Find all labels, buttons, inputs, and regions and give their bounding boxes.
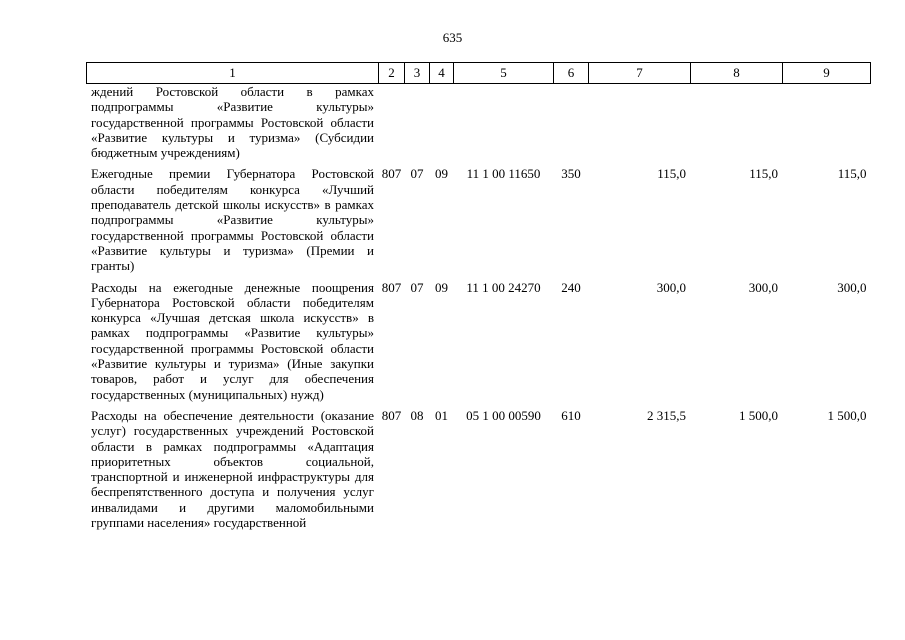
page-number: 635 xyxy=(442,30,463,45)
cell-amount-1 xyxy=(589,84,691,167)
cell-subsection: 01 xyxy=(435,407,448,423)
table-row xyxy=(87,408,871,536)
cell-section: 07 xyxy=(410,279,424,295)
table-row xyxy=(87,280,871,408)
row-description: ждений Ростовской области в рамках подпрограммы «Развитие культуры» государственной программы Ростовской области «Развитие культуры и туризма» (Субсидии бюджетным учреждениям) xyxy=(91,84,374,161)
header-cell-5: 5 xyxy=(454,63,554,84)
cell-expense-type: 610 xyxy=(561,407,581,423)
cell-subsection xyxy=(430,84,454,167)
cell-amount-2: 115,0 xyxy=(749,166,778,182)
row-description: Расходы на обеспечение деятельности (оказание услуг) государственных учреждений Ростовской области в рамках подпрограммы «Адаптация приоритетных объектов социальной, транспортной и инженерной инфраструктуры для беспрепятственного доступа и получения услуг инвалидами и другими маломобильными группами населения» государственной xyxy=(91,407,374,531)
header-row xyxy=(87,63,871,84)
table-row xyxy=(87,166,871,279)
cell-amount-3 xyxy=(783,84,871,167)
cell-amount-1: 2 315,5 xyxy=(647,407,686,423)
cell-admin-code xyxy=(379,84,405,167)
cell-target-article: 11 1 00 24270 xyxy=(466,279,541,295)
cell-amount-2 xyxy=(691,84,783,167)
cell-admin-code: 807 xyxy=(381,407,402,423)
cell-amount-1: 115,0 xyxy=(657,166,686,182)
cell-expense-type: 350 xyxy=(561,166,581,182)
cell-expense-type xyxy=(554,84,589,167)
row-description: Расходы на ежегодные денежные поощрения Губернатора Ростовской области победителям конкурса «Лучшая детская школа искусств» в рамках подпрограммы «Развитие культуры» государственной программы Ростовской области «Развитие культуры и туризма» (Иные закупки товаров, работ и услуг для обеспечения государственных (муниципальных) нужд) xyxy=(91,279,374,402)
table-row xyxy=(87,84,871,167)
cell-section xyxy=(405,84,430,167)
cell-target-article: 11 1 00 11650 xyxy=(466,166,541,182)
cell-amount-3: 115,0 xyxy=(837,166,867,182)
cell-amount-3: 300,0 xyxy=(837,279,867,295)
header-cell-2: 2 xyxy=(379,63,405,84)
cell-section: 08 xyxy=(410,407,424,423)
cell-target-article xyxy=(454,84,554,167)
cell-subsection: 09 xyxy=(435,166,448,182)
header-cell-4: 4 xyxy=(430,63,454,84)
cell-admin-code: 807 xyxy=(381,166,402,182)
header-cell-9: 9 xyxy=(783,63,871,84)
header-cell-7: 7 xyxy=(589,63,691,84)
cell-admin-code: 807 xyxy=(381,279,402,295)
cell-amount-2: 1 500,0 xyxy=(739,407,778,423)
row-description: Ежегодные премии Губернатора Ростовской области победителям конкурса «Лучший преподаватель детской школы искусств» в рамках подпрограммы «Развитие культуры» государственной программы Ростовской области «Развитие культуры и туризма» (Премии и гранты) xyxy=(91,166,374,274)
header-cell-8: 8 xyxy=(691,63,783,84)
header-cell-1: 1 xyxy=(87,63,379,84)
cell-target-article: 05 1 00 00590 xyxy=(466,407,541,423)
cell-amount-1: 300,0 xyxy=(656,279,686,295)
cell-amount-3: 1 500,0 xyxy=(827,407,867,423)
header-cell-6: 6 xyxy=(554,63,589,84)
header-cell-3: 3 xyxy=(405,63,430,84)
cell-subsection: 09 xyxy=(435,279,448,295)
cell-amount-2: 300,0 xyxy=(748,279,778,295)
cell-section: 07 xyxy=(410,166,424,182)
cell-expense-type: 240 xyxy=(561,279,581,295)
budget-table xyxy=(86,62,871,536)
